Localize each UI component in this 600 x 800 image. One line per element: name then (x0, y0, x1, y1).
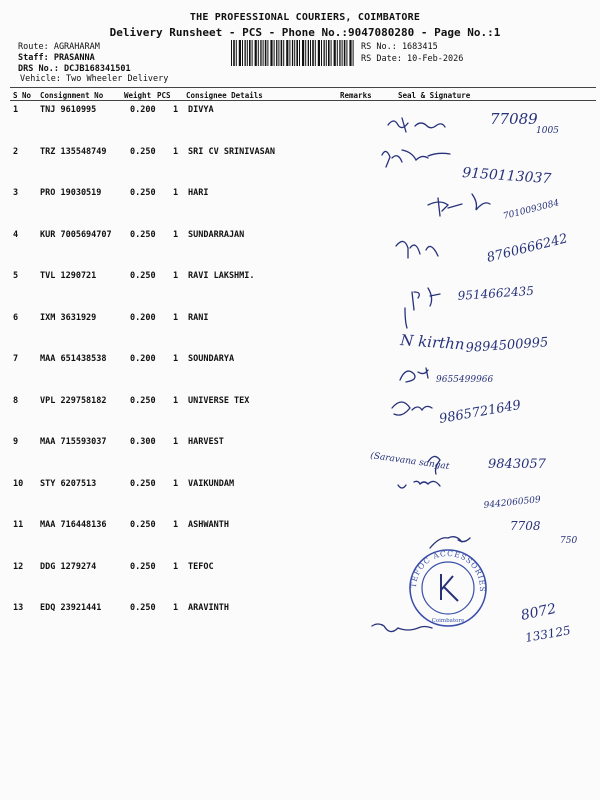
row-consignee: UNIVERSE TEX (188, 395, 250, 406)
row-consignee: VAIKUNDAM (188, 478, 235, 489)
row-consignment-no: TVL 1290721 (40, 271, 97, 281)
row-pcs: 1 (173, 520, 179, 530)
row-consignee: ASHWANTH (188, 520, 229, 530)
row-weight: 0.250 (130, 603, 156, 613)
hw-row9-note: (Saravana sangat (369, 451, 450, 473)
hw-row11-extra: 750 (560, 536, 578, 546)
row-weight: 0.300 (130, 437, 156, 447)
col-sno: S No (13, 91, 32, 100)
row-consignment-no: MAA 651438538 (40, 354, 107, 364)
hw-row10-number: 9442060509 (483, 495, 542, 511)
row-weight: 0.250 (130, 561, 156, 572)
row-consignment-no: IXM 3631929 (40, 312, 97, 323)
drs-number: DRS No.: DCJB168341501 (18, 64, 131, 74)
row-weight: 0.250 (130, 188, 156, 198)
hw-row11-number: 7708 (510, 519, 541, 533)
row-sno: 4 (13, 229, 19, 240)
row-sno: 8 (13, 395, 19, 406)
hw-row1-extra: 1005 (536, 126, 559, 136)
row-pcs: 1 (173, 603, 179, 613)
row-consignment-no: TNJ 9610995 (40, 105, 97, 115)
row-consignment-no: VPL 229758182 (40, 395, 107, 406)
row-consignee: SOUNDARYA (188, 354, 235, 364)
row-sno: 10 (13, 478, 24, 489)
signature-row10 (398, 481, 440, 488)
row-sno: 5 (13, 271, 19, 281)
hw-row13-extra: 133125 (524, 623, 572, 645)
signature-row7 (400, 368, 428, 382)
row-weight: 0.200 (130, 105, 156, 115)
row-sno: 2 (13, 146, 19, 157)
row-weight: 0.250 (130, 271, 156, 281)
row-pcs: 1 (173, 561, 179, 572)
signature-row13 (372, 624, 432, 632)
row-consignee: HARVEST (188, 437, 224, 447)
runsheet-subtitle: Delivery Runsheet - PCS - Phone No.:9047080280 - Page No.:1 (109, 26, 501, 39)
row-consignee: RANI (188, 312, 209, 323)
row-sno: 12 (13, 561, 24, 572)
row-weight: 0.250 (130, 395, 156, 406)
signature-row2 (382, 150, 450, 167)
row-consignment-no: DDG 1279274 (40, 561, 97, 572)
row-consignment-no: TRZ 135548749 (40, 146, 107, 157)
row-sno: 7 (13, 354, 19, 364)
row-consignment-no: KUR 7005694707 (40, 229, 112, 240)
row-pcs: 1 (173, 229, 179, 240)
row-weight: 0.200 (130, 354, 156, 364)
row-weight: 0.200 (130, 312, 156, 323)
row-weight: 0.250 (130, 229, 156, 240)
hw-row3-number: 7010093084 (502, 198, 561, 222)
row-pcs: 1 (173, 188, 179, 198)
signature-row1 (388, 118, 445, 132)
row-consignment-no: EDQ 23921441 (40, 603, 102, 613)
col-pcs: PCS (157, 91, 171, 100)
row-sno: 6 (13, 312, 19, 323)
hw-row6-number: 9894500995 (465, 335, 549, 356)
col-consignee: Consignee Details (186, 91, 263, 100)
row-sno: 13 (13, 603, 24, 613)
col-weight: Weight (124, 91, 152, 100)
row-pcs: 1 (173, 437, 179, 447)
hw-row2-number: 9150113037 (461, 165, 552, 188)
row-pcs: 1 (173, 312, 179, 323)
rs-date: RS Date: 10-Feb-2026 (361, 54, 464, 64)
hw-row9-number: 9843057 (488, 457, 546, 472)
rs-number: RS No.: 1683415 (361, 42, 438, 52)
company-stamp (409, 549, 487, 626)
row-consignee: RAVI LAKSHMI. (188, 271, 255, 281)
row-pcs: 1 (173, 354, 179, 364)
signature-row5 (412, 288, 440, 310)
signature-row11 (430, 537, 470, 548)
company-title: THE PROFESSIONAL COURIERS, COIMBATORE (189, 12, 421, 23)
col-seal-signature: Seal & Signature (398, 91, 471, 100)
signature-row4 (396, 241, 438, 258)
hw-row1-number: 77089 (490, 110, 538, 128)
row-pcs: 1 (173, 395, 179, 406)
row-consignee: SUNDARRAJAN (188, 229, 245, 240)
row-sno: 1 (13, 105, 19, 115)
col-consignment: Consignment No (40, 91, 104, 100)
vehicle-label: Vehicle: Two Wheeler Delivery (20, 74, 169, 84)
route-label: Route: AGRAHARAM (18, 42, 100, 52)
row-sno: 11 (13, 520, 24, 530)
row-consignment-no: STY 6207513 (40, 478, 97, 489)
row-consignee: DIVYA (188, 105, 214, 115)
row-consignment-no: MAA 716448136 (40, 520, 107, 530)
signature-row8 (392, 402, 432, 415)
row-sno: 9 (13, 437, 19, 447)
col-remarks: Remarks (340, 91, 372, 100)
hw-row7-number: 9655499966 (436, 375, 494, 385)
row-sno: 3 (13, 188, 19, 198)
row-weight: 0.250 (130, 520, 156, 530)
row-pcs: 1 (173, 105, 179, 115)
row-consignee: ARAVINTH (188, 603, 229, 613)
row-consignee: SRI CV SRINIVASAN (188, 146, 275, 157)
hw-row13-number: 8072 (519, 600, 558, 624)
hw-row6-name: N kirthn (399, 331, 466, 354)
ink-mark (405, 308, 407, 328)
hw-row5-number: 9514662435 (457, 283, 535, 303)
row-consignee: HARI (188, 188, 209, 198)
row-consignee: TEFOC (188, 561, 214, 572)
staff-label: Staff: PRASANNA (18, 53, 95, 63)
row-pcs: 1 (173, 271, 179, 281)
signature-row3 (428, 194, 490, 216)
row-weight: 0.250 (130, 146, 156, 157)
stamp-text-ring: TEFOC ACCESSORIES (408, 548, 488, 593)
row-consignment-no: MAA 715593037 (40, 437, 107, 447)
row-consignment-no: PRO 19030519 (40, 188, 102, 198)
row-pcs: 1 (173, 478, 179, 489)
stamp-city: Coimbatore (431, 618, 465, 624)
hw-row8-number: 9865721649 (438, 397, 523, 427)
row-pcs: 1 (173, 146, 179, 157)
hw-row4-number: 8760666242 (485, 231, 570, 266)
row-weight: 0.250 (130, 478, 156, 489)
